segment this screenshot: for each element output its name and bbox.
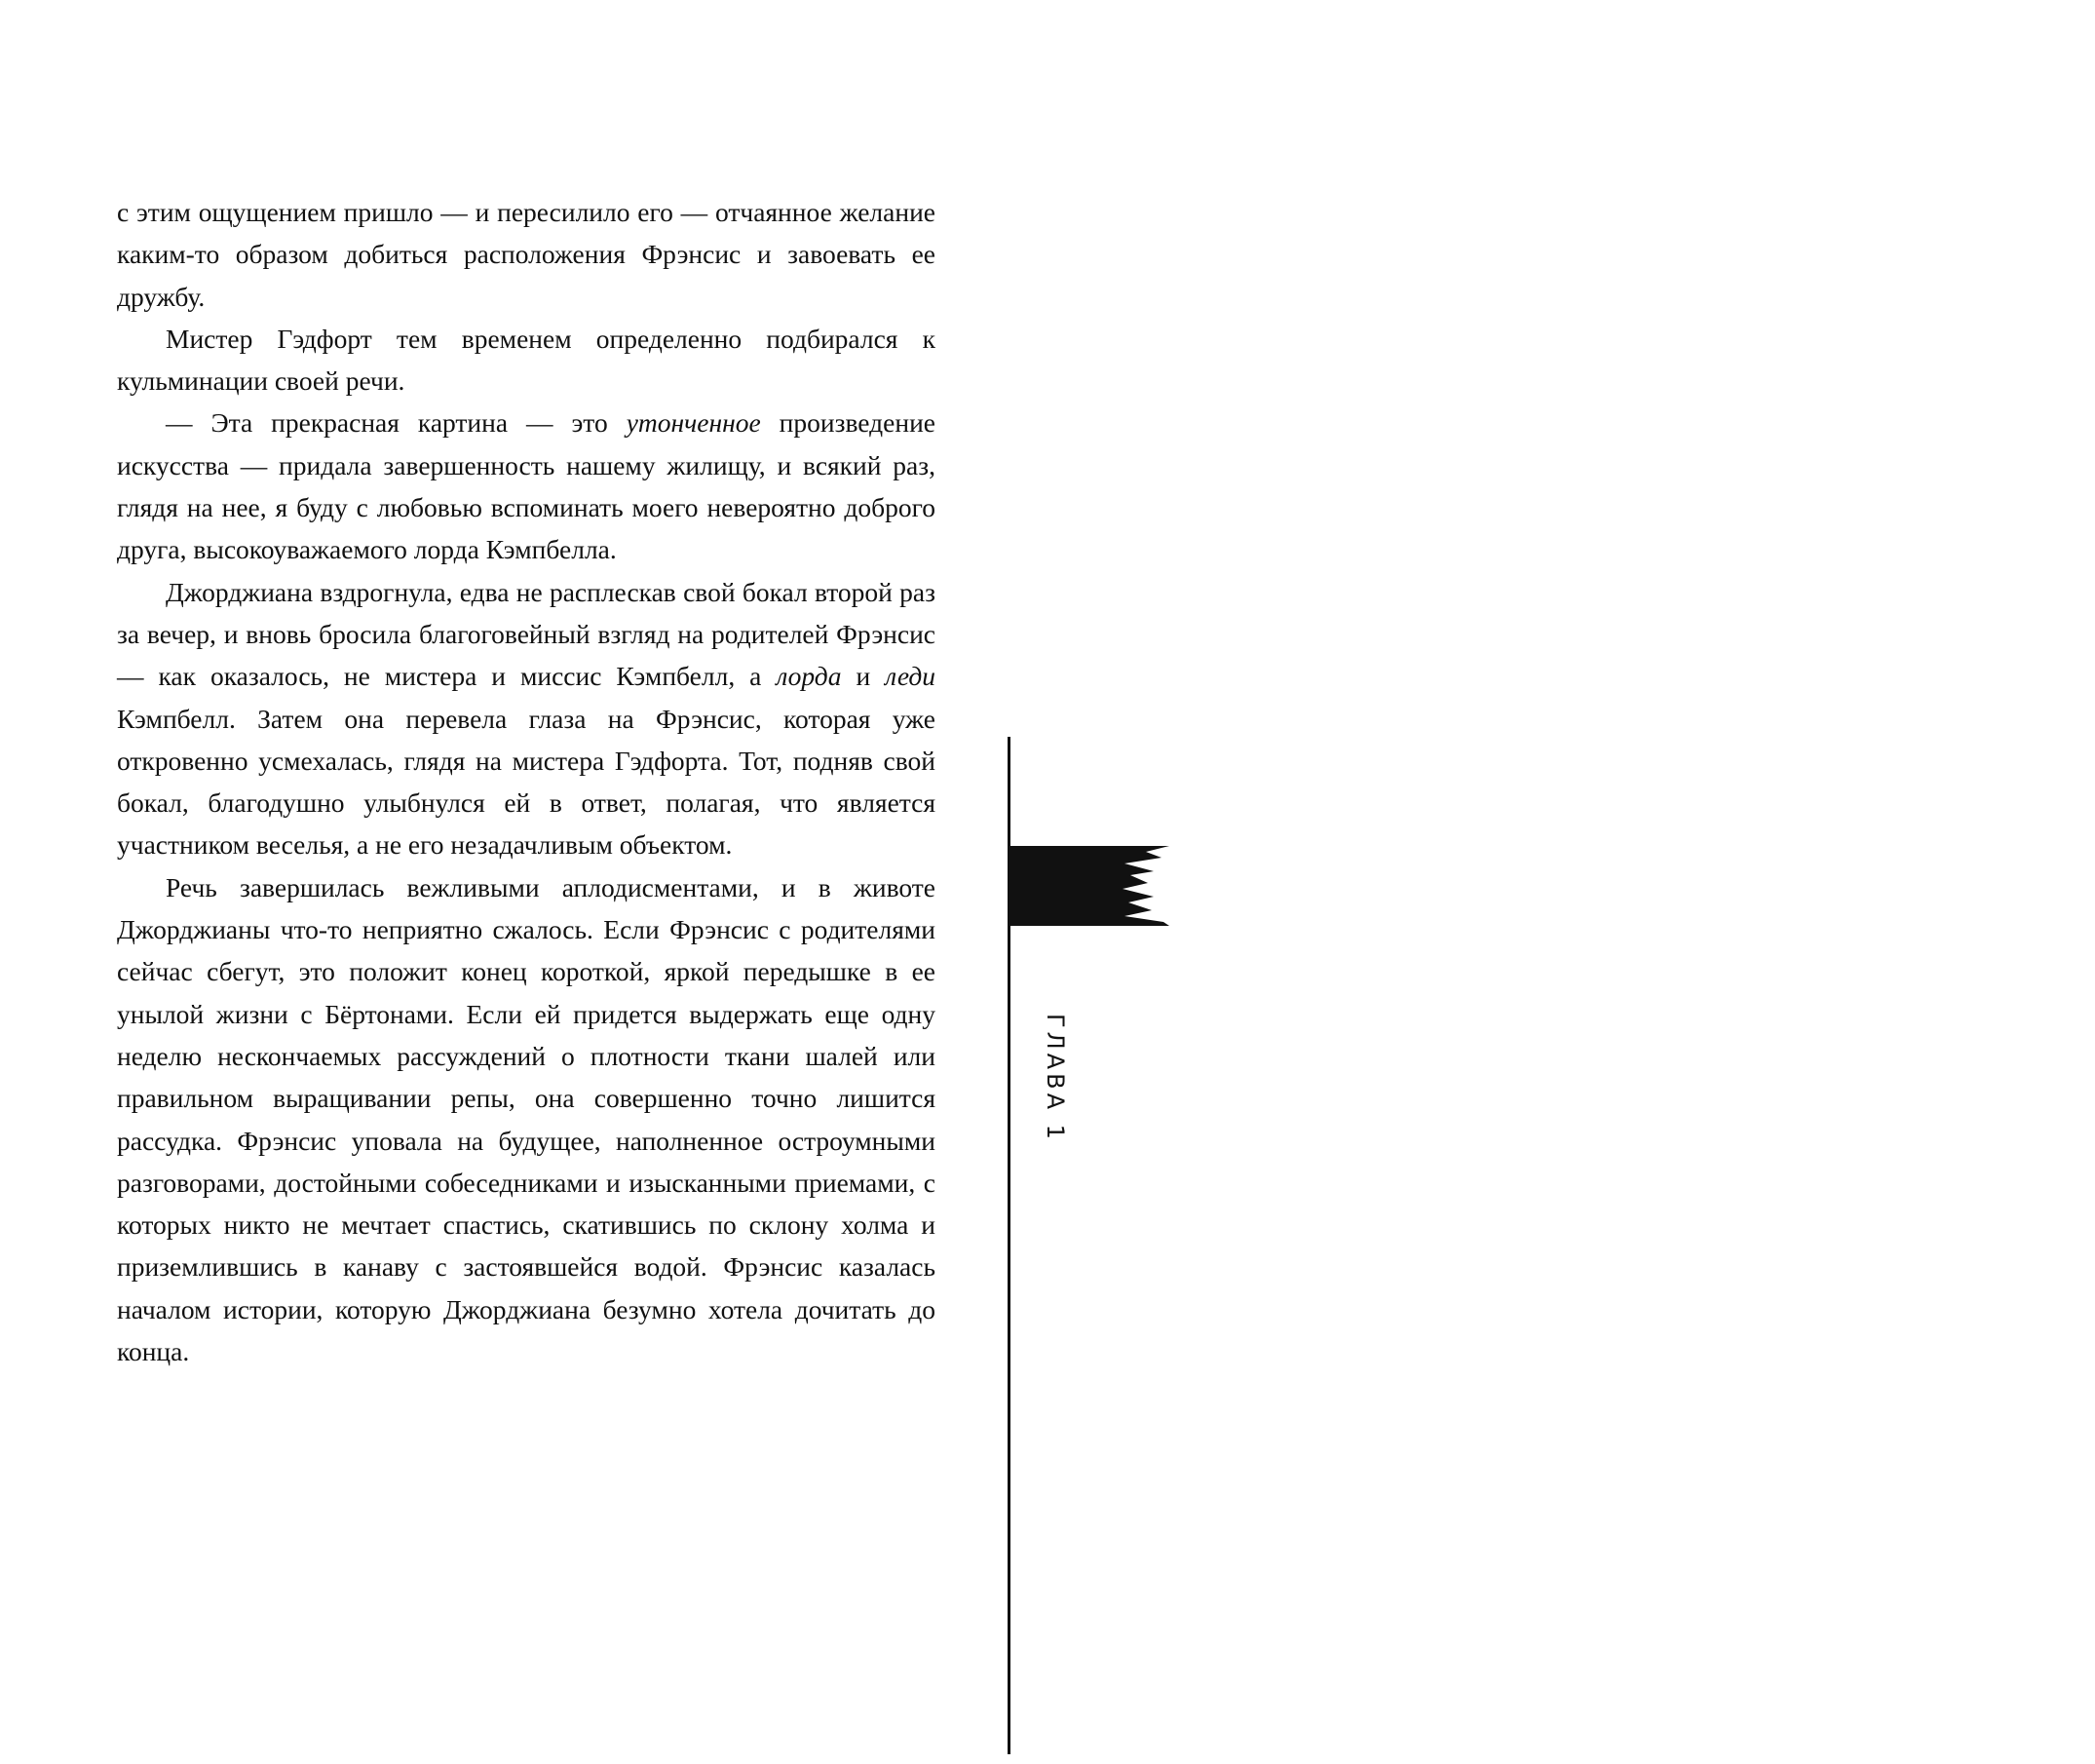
paragraph-4-emphasis-2: леди: [885, 661, 935, 692]
body-text: [117, 191, 935, 1372]
paragraph-3-part-a: — Эта прекрасная картина — это: [166, 407, 627, 439]
torn-tab-shape: [1008, 846, 1169, 926]
paragraph-4-part-b: и: [841, 661, 886, 692]
paragraph-3-part-b: произведение искусства — придала завершенность нашему жилищу, и всякий раз, глядя на нее, я буду с любовью вспоминать моего невероятно доброго друга, высокоуважаемого лорда Кэмпбелла.: [117, 407, 935, 565]
paragraph-2: Мистер Гэдфорт тем временем определенно подбирался к кульминации своей речи.: [117, 323, 935, 397]
page-number: 17: [2027, 1710, 2075, 1753]
paragraph-5: Речь завершилась вежливыми аплодисментами, и в животе Джорджианы что-то неприятно сжалось. Если Фрэнсис с родителями сейчас сбегут, это положит конец короткой, яркой передышке в ее унылой жизни с Бёртонами. Если ей придется выдержать еще одну неделю нескончаемых рассуждений о плотности ткани шалей или правильном выращивании репы, она совершенно точно лишится рассудка. Фрэнсис уповала на будущее, наполненное остроумными разговорами, достойными собеседниками и изысканными приемами, с которых никто не мечтает спастись, скатившись по склону холма и приземлившись в канаву с застоявшейся водой. Фрэнсис казалась началом истории, которую Джорджиана безумно хотела дочитать до конца.: [117, 871, 935, 1367]
paragraph-4-emphasis-1: лорда: [776, 661, 842, 692]
chapter-label: ГЛАВА 1: [1042, 1014, 1069, 1143]
paragraph-4: [117, 571, 935, 866]
paragraph-4-part-a: Джорджиана вздрогнула, едва не расплескав свой бокал второй раз за вечер, и вновь бросила благоговейный взгляд на родителей Фрэнсис — как оказалось, не мистера и миссис Кэмпбелл, а: [117, 576, 935, 692]
paragraph-4-part-c: Кэмпбелл. Затем она перевела глаза на Фрэнсис, которая уже откровенно усмехалась, глядя на мистера Гэдфорта. Тот, подняв свой бокал, благодушно улыбнулся ей в ответ, полагая, что является участником веселья, а не его незадачливым объектом.: [117, 703, 935, 861]
paragraph-1: с этим ощущением пришло — и пересилило его — отчаянное желание каким-то образом добиться расположения Фрэнсис и завоевать ее дружбу.: [117, 197, 935, 312]
paragraph-3-emphasis: утонченное: [626, 407, 761, 439]
paragraph-3: [117, 402, 935, 570]
